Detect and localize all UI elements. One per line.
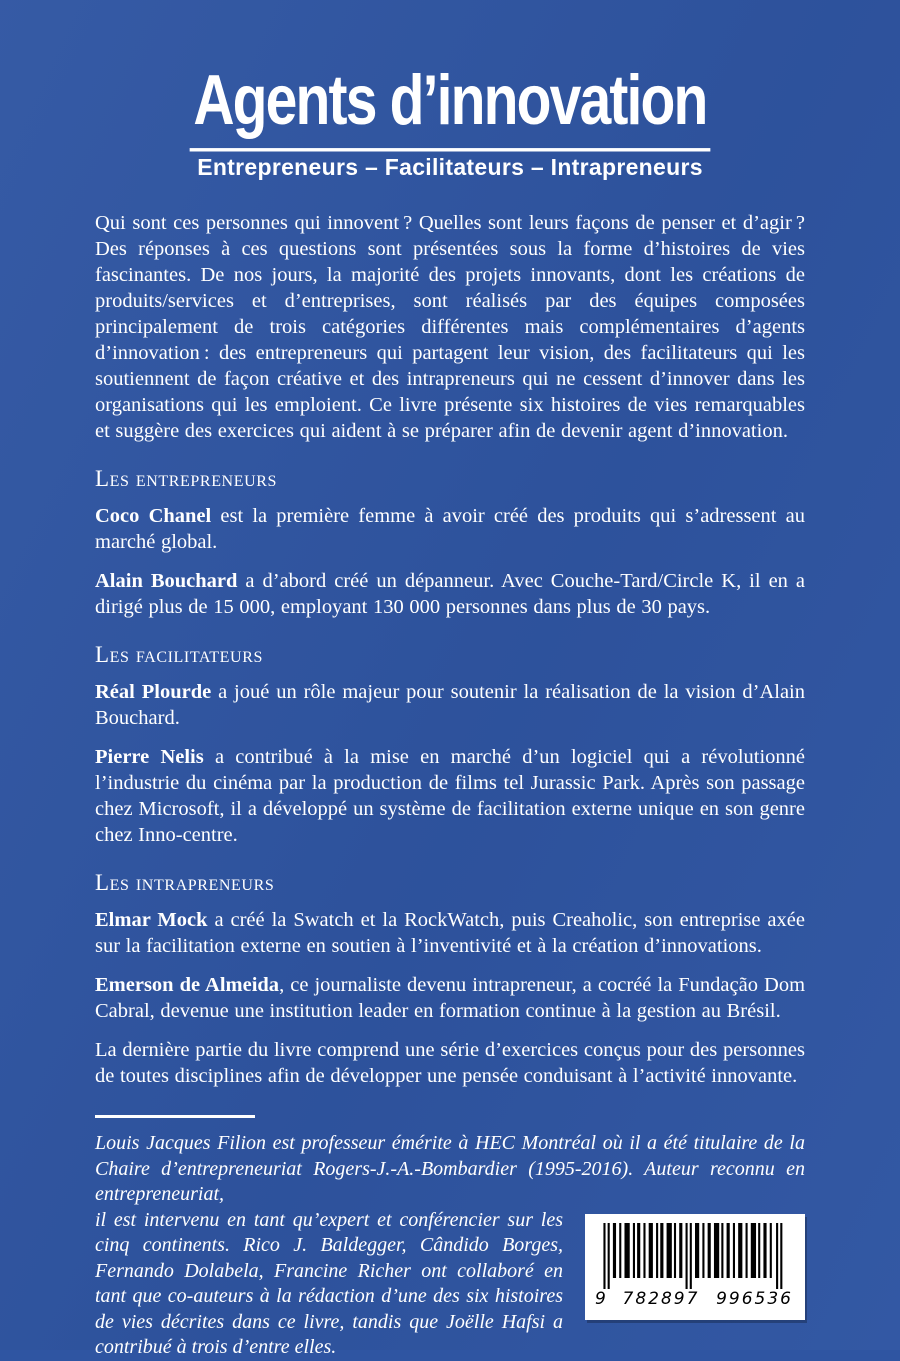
profile-real-plourde (95, 679, 805, 731)
person-name: Emerson de Almeida (95, 974, 280, 997)
person-description: a d’abord créé un dépanneur. Avec Couche-Tard/Circle K, il en a dirigé plus de 15 000, employant 130 000 personnes dans plus de 30 pays. (95, 570, 806, 619)
book-back-cover (95, 0, 805, 1361)
barcode-bars-image (595, 1223, 795, 1289)
person-name: Alain Bouchard (95, 570, 238, 593)
section-intrapreneurs (95, 870, 805, 1024)
section-entrepreneurs (95, 466, 805, 620)
author-bio-part2: il est intervenu en tant qu’expert et conférencier sur les cinq continents. Rico J. Baldegger, Cândido Borges, Fernando Dolabela, Francine Richer ont collaboré en tant que co-auteurs à la rédaction d’une des six histoires de vies décrites dans ce livre, tandis que Joëlle Hafsi a contribué à trois d’entre elles. (95, 1208, 563, 1359)
author-bio-part1: Louis Jacques Filion est professeur émérite à HEC Montréal où il a été titulaire de la Chaire d’entrepreneuriat Rogers-J.-A.-Bombardier (1995-2016). Auteur reconnu en entrepreneuriat, (95, 1132, 805, 1206)
person-description: a contribué à la mise en marché d’un logiciel qui a révolutionné l’industrie du cinéma par la production de films tel Jurassic Park. Après son passage chez Microsoft, il a développé un système de facilitation externe unique en son genre chez Inno-centre. (95, 746, 805, 847)
intro-paragraph: Qui sont ces personnes qui innovent ? Quelles sont leurs façons de penser et d’agir ? Des réponses à ces questions sont présentées sous la forme d’histoires de vies fascinantes. De nos jours, la majorité des projets innovants, dont les créations de produits/services et d’entreprises, sont réalisés par des équipes composées principalement de trois catégories différentes mais complémentaires d’agents d’innovation : des entrepreneurs qui partagent leur vision, des facilitateurs qui les soutiennent de façon créative et des intrapreneurs qui ne cessent d’innover dans les organisations qui les emploient. Ce livre présente six histoires de vies remarquables et suggère des exercices qui aident à se préparer afin de devenir agent d’innovation. (95, 212, 805, 443)
person-name: Coco Chanel (95, 505, 212, 528)
back-cover-copy (95, 210, 805, 1361)
section-heading-facilitateurs: Les facilitateurs (95, 642, 263, 668)
person-description: a joué un rôle majeur pour soutenir la réalisation de la vision d’Alain Bouchard. (95, 681, 805, 730)
person-description: a créé la Swatch et la RockWatch, puis Creaholic, son entreprise axée sur la facilitation externe en soutien à l’inventivité et à la création d’innovations. (95, 909, 805, 958)
isbn-digit-group1: 782897 (622, 1288, 700, 1309)
isbn-barcode (585, 1214, 805, 1320)
title-block (95, 61, 805, 180)
book-title: Agents d’innovation (190, 66, 711, 152)
isbn-digits (595, 1290, 795, 1308)
profile-alain-bouchard (95, 568, 805, 620)
author-divider-rule (95, 1115, 255, 1118)
profile-pierre-nelis (95, 744, 805, 848)
book-subtitle: Entrepreneurs – Facilitateurs – Intrapreneurs (197, 154, 703, 180)
closing-paragraph: La dernière partie du livre comprend une série d’exercices conçus pour des personnes de toutes disciplines afin de développer une pensée conduisant à l’activité innovante. (95, 1039, 805, 1088)
isbn-digit-lead: 9 (595, 1288, 606, 1309)
person-name: Elmar Mock (95, 909, 208, 932)
person-description: est la première femme à avoir créé des produits qui s’adressent au marché global. (95, 505, 805, 554)
isbn-digit-group2: 996536 (716, 1288, 793, 1309)
profile-coco-chanel (95, 503, 805, 555)
person-description: , ce journaliste devenu intrapreneur, a cocréé la Fundação Dom Cabral, devenue une institution leader en formation continue à la gestion au Brésil. (95, 974, 806, 1023)
profile-elmar-mock (95, 907, 805, 959)
section-heading-entrepreneurs: Les entrepreneurs (95, 466, 278, 492)
person-name: Réal Plourde (95, 681, 212, 704)
section-facilitateurs (95, 642, 805, 848)
person-name: Pierre Nelis (95, 746, 204, 769)
profile-emerson-de-almeida (95, 972, 805, 1024)
section-heading-intrapreneurs: Les intrapreneurs (95, 870, 275, 896)
author-bio (95, 1131, 805, 1361)
